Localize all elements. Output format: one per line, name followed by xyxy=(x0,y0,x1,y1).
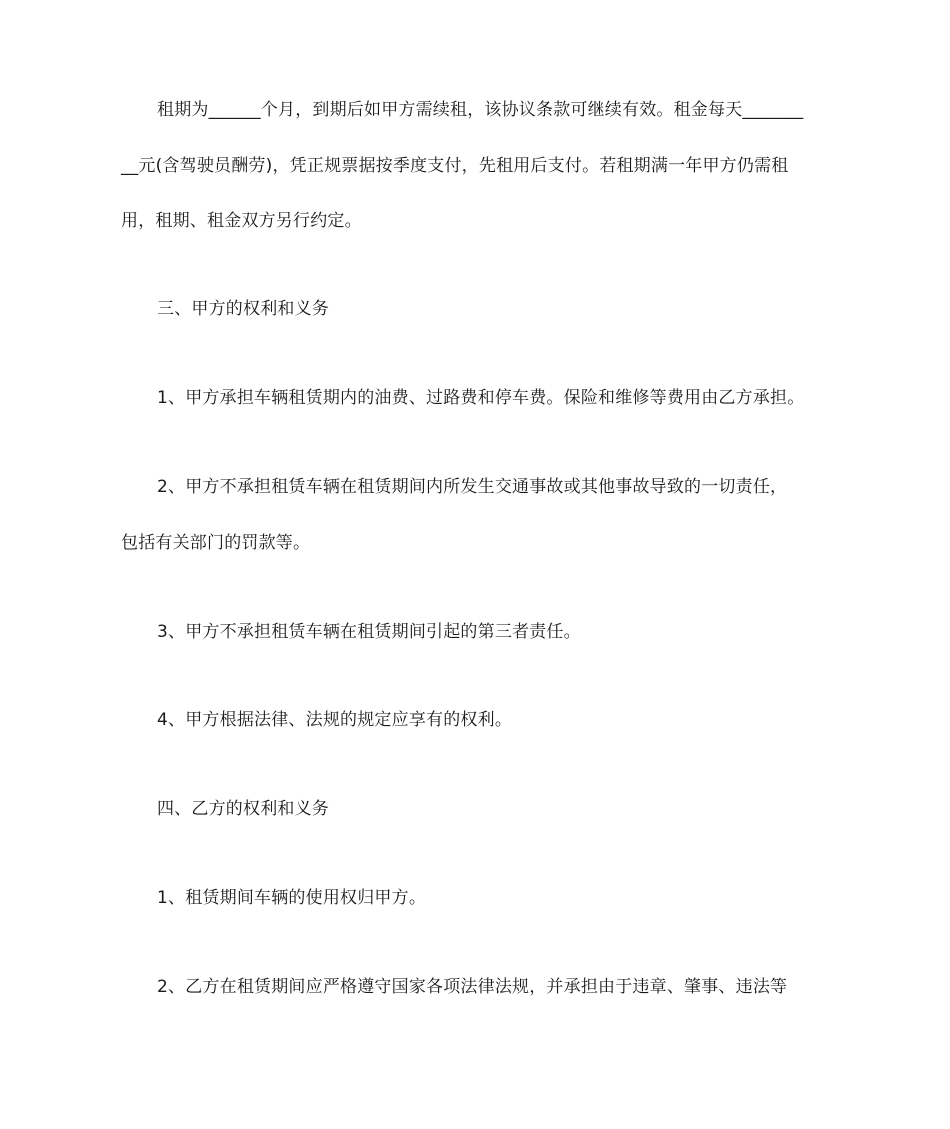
party-b-clause-1: 1、租赁期间车辆的使用权归甲方。 xyxy=(157,888,427,908)
party-b-clause-2-line-1: 2、乙方在租赁期间应严格遵守国家各项法律法规，并承担由于违章、肇事、违法等 xyxy=(157,977,788,997)
party-a-clause-3: 3、甲方不承担租赁车辆在租赁期间引起的第三者责任。 xyxy=(157,622,581,642)
section-heading-party-a: 三、甲方的权利和义务 xyxy=(157,299,329,319)
party-a-clause-4: 4、甲方根据法律、法规的规定应享有的权利。 xyxy=(157,710,513,730)
paragraph-term-line-1: 租期为______个月，到期后如甲方需续租，该协议条款可继续有效。租金每天_______ xyxy=(157,100,804,120)
paragraph-term-line-3: 用，租期、租金双方另行约定。 xyxy=(121,211,362,231)
party-a-clause-2-line-2: 包括有关部门的罚款等。 xyxy=(121,533,311,553)
party-a-clause-1: 1、甲方承担车辆租赁期内的油费、过路费和停车费。保险和维修等费用由乙方承担。 xyxy=(157,388,805,408)
party-a-clause-2-line-1: 2、甲方不承担租赁车辆在租赁期间内所发生交通事故或其他事故导致的一切责任， xyxy=(157,477,788,497)
paragraph-term-line-2: __元(含驾驶员酬劳)，凭正规票据按季度支付，先租用后支付。若租期满一年甲方仍需租 xyxy=(121,156,789,176)
section-heading-party-b: 四、乙方的权利和义务 xyxy=(157,799,329,819)
